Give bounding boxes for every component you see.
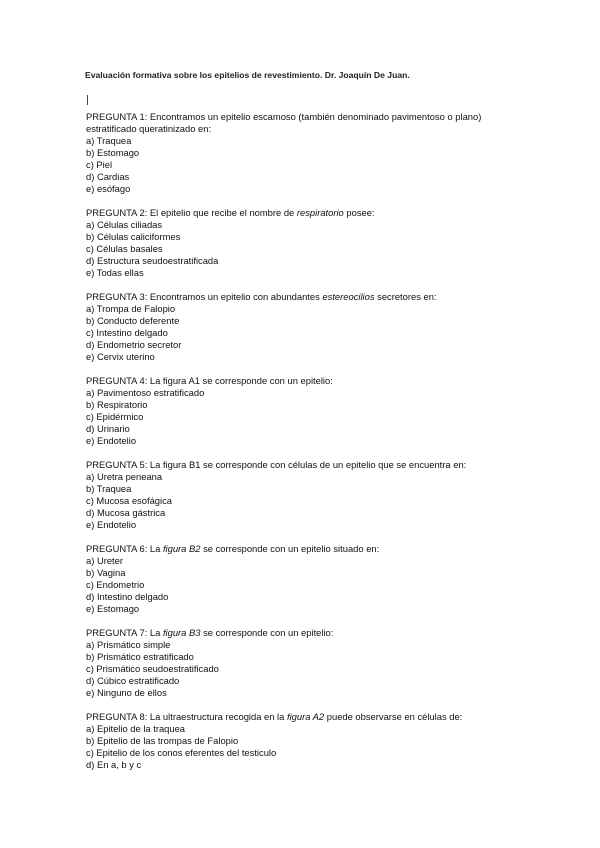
- question-text-post: se corresponde con un epitelio:: [200, 627, 334, 638]
- question-text: [86, 711, 526, 723]
- question-text-pre: PREGUNTA 8: La ultraestructura recogida en la: [86, 711, 287, 722]
- question-6: [86, 543, 526, 615]
- text-cursor: [87, 95, 88, 105]
- answer-option: a) Ureter: [86, 555, 123, 566]
- question-text-post: posee:: [343, 207, 375, 218]
- question-text-emphasis: respiratorio: [296, 207, 344, 218]
- question-text: [86, 627, 526, 639]
- answer-option: c) Endometrio: [86, 579, 145, 590]
- answer-option: b) Prismático estratificado: [86, 651, 194, 662]
- answer-option: a) Uretra peneana: [86, 471, 163, 482]
- question-text-emphasis: estereocilios: [322, 291, 375, 302]
- answer-option: c) Células basales: [86, 243, 163, 254]
- answer-option: b) Traquea: [86, 483, 132, 494]
- answer-option: b) Epitelio de las trompas de Falopio: [86, 735, 239, 746]
- question-3: [86, 291, 526, 363]
- answer-option: c) Piel: [86, 159, 113, 170]
- question-text: [86, 375, 526, 387]
- answer-option: d) Mucosa gástrica: [86, 507, 166, 518]
- answer-option: c) Prismático seudoestratificado: [86, 663, 219, 674]
- question-text: [86, 207, 526, 219]
- question-text-emphasis: figura A2: [286, 711, 325, 722]
- answer-option: e) Endotelio: [86, 435, 137, 446]
- question-text-post: puede observarse en células de:: [324, 711, 463, 722]
- answer-option: c) Intestino delgado: [86, 327, 168, 338]
- answer-option: a) Pavimentoso estratificado: [86, 387, 205, 398]
- question-text-pre: PREGUNTA 5: La figura B1 se corresponde con células de un epitelio que se encuentra en:: [86, 459, 467, 470]
- question-8: [86, 711, 526, 771]
- question-text-pre: PREGUNTA 3: Encontramos un epitelio con abundantes: [86, 291, 323, 302]
- question-text: [86, 111, 526, 135]
- answer-option: d) Endometrio secretor: [86, 339, 182, 350]
- answer-option: c) Epitelio de los conos eferentes del testiculo: [86, 747, 277, 758]
- question-text: [86, 543, 526, 555]
- question-2: [86, 207, 526, 279]
- answer-option: e) Estomago: [86, 603, 140, 614]
- answer-option: d) Estructura seudoestratificada: [86, 255, 219, 266]
- document-header: Evaluación formativa sobre los epitelios de revestimiento. Dr. Joaquín De Juan.: [85, 70, 410, 80]
- answer-option: e) Ninguno de ellos: [86, 687, 167, 698]
- answer-option: e) esófago: [86, 183, 131, 194]
- question-text-pre: PREGUNTA 4: La figura A1 se corresponde con un epitelio:: [86, 375, 333, 386]
- answer-option: b) Células caliciformes: [86, 231, 181, 242]
- answer-option: a) Traquea: [86, 135, 132, 146]
- question-text-emphasis: figura B3: [162, 627, 201, 638]
- answer-option: d) Urinario: [86, 423, 130, 434]
- answer-option: a) Células ciliadas: [86, 219, 163, 230]
- answer-option: a) Prismático simple: [86, 639, 171, 650]
- question-5: [86, 459, 526, 531]
- question-1: [86, 111, 526, 195]
- answer-option: e) Endotelio: [86, 519, 137, 530]
- answer-option: a) Trompa de Falopio: [86, 303, 176, 314]
- answer-option: d) Cúbico estratificado: [86, 675, 180, 686]
- question-list: [86, 111, 526, 783]
- answer-option: d) Intestino delgado: [86, 591, 169, 602]
- answer-option: c) Mucosa esofágica: [86, 495, 172, 506]
- question-text-pre: PREGUNTA 6: La: [86, 543, 163, 554]
- question-text-post: se corresponde con un epitelio situado en:: [200, 543, 380, 554]
- answer-option: e) Todas ellas: [86, 267, 144, 278]
- answer-option: b) Respiratorio: [86, 399, 148, 410]
- question-text-post: secretores en:: [374, 291, 437, 302]
- answer-option: b) Estomago: [86, 147, 140, 158]
- answer-option: d) Cardias: [86, 171, 130, 182]
- answer-option: a) Epitelio de la traquea: [86, 723, 186, 734]
- answer-option: b) Conducto deferente: [86, 315, 180, 326]
- question-7: [86, 627, 526, 699]
- question-text-pre: PREGUNTA 2: El epitelio que recibe el nombre de: [86, 207, 297, 218]
- question-text-pre: PREGUNTA 7: La: [86, 627, 163, 638]
- question-text: [86, 291, 526, 303]
- question-text: [86, 459, 526, 471]
- question-text-emphasis: figura B2: [162, 543, 201, 554]
- answer-option: e) Cervix uterino: [86, 351, 155, 362]
- question-text-pre: PREGUNTA 1: Encontramos un epitelio escamoso (también denominado pavimentoso o plano) estratificado queratinizado en:: [86, 111, 482, 134]
- answer-option: c) Epidérmico: [86, 411, 144, 422]
- answer-option: d) En a, b y c: [86, 759, 142, 770]
- question-4: [86, 375, 526, 447]
- answer-option: b) Vagina: [86, 567, 126, 578]
